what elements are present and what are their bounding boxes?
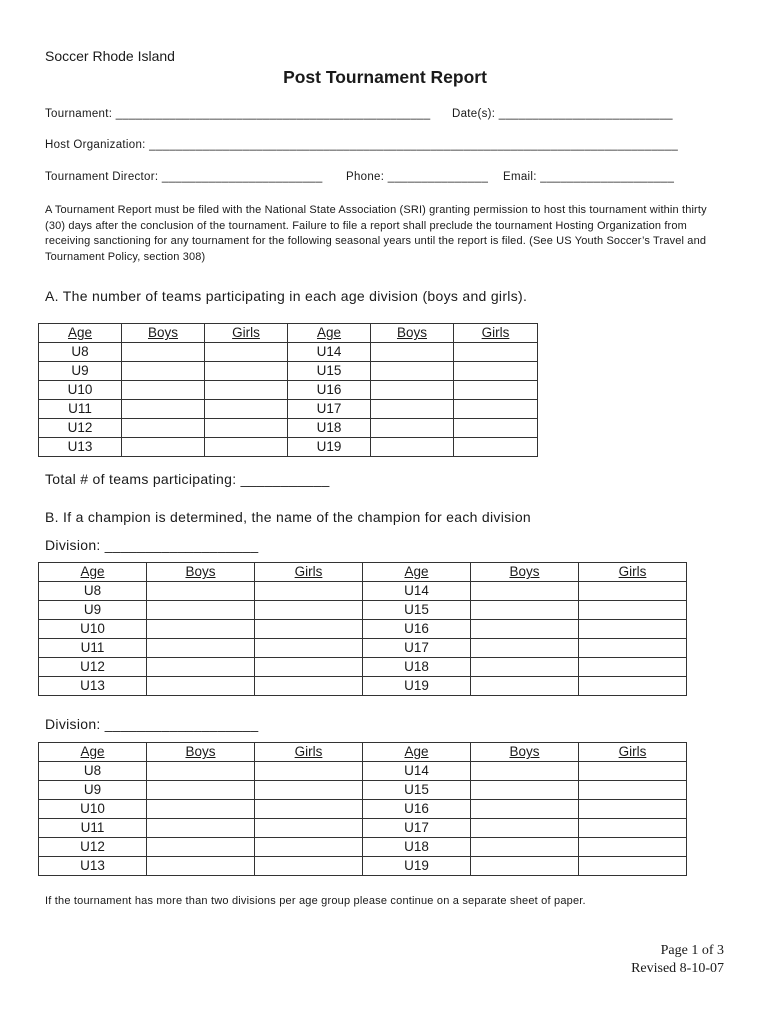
section-b-heading: B. If a champion is determined, the name of the champion for each division — [45, 509, 532, 525]
girls-entry-cell[interactable] — [454, 343, 538, 362]
column-header: Girls — [579, 743, 687, 762]
age-cell: U8 — [39, 582, 147, 601]
boys-entry-cell[interactable] — [147, 838, 255, 857]
girls-entry-cell[interactable] — [454, 381, 538, 400]
girls-entry-cell[interactable] — [255, 857, 363, 876]
boys-entry-cell[interactable] — [371, 343, 454, 362]
organization-name: Soccer Rhode Island — [45, 48, 175, 64]
boys-entry-cell[interactable] — [147, 658, 255, 677]
column-header: Girls — [255, 743, 363, 762]
girls-entry-cell[interactable] — [255, 762, 363, 781]
table-row — [39, 438, 538, 457]
girls-entry-cell[interactable] — [579, 677, 687, 696]
boys-entry-cell[interactable] — [122, 400, 205, 419]
age-cell: U11 — [39, 400, 122, 419]
boys-entry-cell[interactable] — [122, 343, 205, 362]
table-row — [39, 838, 687, 857]
girls-entry-cell[interactable] — [205, 400, 288, 419]
girls-entry-cell[interactable] — [205, 419, 288, 438]
age-cell: U16 — [363, 620, 471, 639]
division-field[interactable]: Division: ___________________ — [45, 716, 259, 732]
table-row — [39, 343, 538, 362]
section-a-heading: A. The number of teams participating in each age division (boys and girls). — [45, 288, 528, 304]
age-cell: U10 — [39, 620, 147, 639]
table-row — [39, 400, 538, 419]
age-cell: U9 — [39, 362, 122, 381]
age-cell: U17 — [288, 400, 371, 419]
girls-entry-cell[interactable] — [454, 438, 538, 457]
girls-entry-cell[interactable] — [579, 582, 687, 601]
girls-entry-cell[interactable] — [255, 639, 363, 658]
age-cell: U15 — [363, 781, 471, 800]
email-field[interactable]: Email: ____________________ — [503, 171, 675, 183]
champion-table-division-2 — [38, 742, 687, 876]
girls-entry-cell[interactable] — [579, 819, 687, 838]
girls-entry-cell[interactable] — [579, 781, 687, 800]
phone-field[interactable]: Phone: _______________ — [346, 171, 489, 183]
dates-field[interactable]: Date(s): __________________________ — [452, 108, 673, 120]
table-row — [39, 857, 687, 876]
boys-entry-cell[interactable] — [471, 601, 579, 620]
girls-entry-cell[interactable] — [255, 819, 363, 838]
tournament-field[interactable]: Tournament: _______________________________________________ — [45, 108, 431, 120]
table-row — [39, 781, 687, 800]
boys-entry-cell[interactable] — [471, 620, 579, 639]
table-row — [39, 381, 538, 400]
boys-entry-cell[interactable] — [471, 819, 579, 838]
age-cell: U14 — [363, 582, 471, 601]
age-cell: U8 — [39, 762, 147, 781]
age-cell: U13 — [39, 857, 147, 876]
girls-entry-cell[interactable] — [255, 677, 363, 696]
column-header: Boys — [471, 743, 579, 762]
girls-entry-cell[interactable] — [454, 419, 538, 438]
column-header: Boys — [147, 563, 255, 582]
column-header: Girls — [454, 324, 538, 343]
boys-entry-cell[interactable] — [471, 857, 579, 876]
girls-entry-cell[interactable] — [579, 838, 687, 857]
host-organization-field[interactable]: Host Organization: _______________________________________________________________________________ — [45, 139, 679, 151]
table-header-row — [39, 563, 687, 582]
girls-entry-cell[interactable] — [255, 800, 363, 819]
girls-entry-cell[interactable] — [255, 601, 363, 620]
age-cell: U8 — [39, 343, 122, 362]
boys-entry-cell[interactable] — [371, 419, 454, 438]
column-header: Girls — [255, 563, 363, 582]
age-cell: U18 — [288, 419, 371, 438]
boys-entry-cell[interactable] — [471, 658, 579, 677]
table-row — [39, 639, 687, 658]
age-cell: U18 — [363, 838, 471, 857]
boys-entry-cell[interactable] — [471, 838, 579, 857]
table-row — [39, 762, 687, 781]
column-header: Girls — [579, 563, 687, 582]
age-cell: U14 — [288, 343, 371, 362]
age-cell: U11 — [39, 819, 147, 838]
age-cell: U10 — [39, 381, 122, 400]
boys-entry-cell[interactable] — [471, 582, 579, 601]
boys-entry-cell[interactable] — [147, 620, 255, 639]
girls-entry-cell[interactable] — [454, 400, 538, 419]
girls-entry-cell[interactable] — [255, 838, 363, 857]
age-cell: U13 — [39, 438, 122, 457]
boys-entry-cell[interactable] — [471, 677, 579, 696]
age-cell: U16 — [288, 381, 371, 400]
column-header: Boys — [371, 324, 454, 343]
age-cell: U9 — [39, 601, 147, 620]
table-row — [39, 800, 687, 819]
girls-entry-cell[interactable] — [255, 620, 363, 639]
age-cell: U11 — [39, 639, 147, 658]
boys-entry-cell[interactable] — [471, 800, 579, 819]
boys-entry-cell[interactable] — [371, 400, 454, 419]
intro-paragraph: A Tournament Report must be filed with the National State Association (SRI) granting permission to host this tournament within thirty (30) days after the conclusion of the tournament. Failure to file a report shall preclude the tournament Hosting Organization from receiving sanctioning for any tournament for the following seasonal years until the report is filed. (See US Youth Soccer’s Travel and Tournament Policy, section 308) — [45, 204, 707, 263]
table-row — [39, 620, 687, 639]
age-cell: U15 — [288, 362, 371, 381]
age-cell: U12 — [39, 658, 147, 677]
age-cell: U15 — [363, 601, 471, 620]
column-header: Age — [39, 324, 122, 343]
girls-entry-cell[interactable] — [205, 343, 288, 362]
table-header-row — [39, 324, 538, 343]
boys-entry-cell[interactable] — [147, 677, 255, 696]
boys-entry-cell[interactable] — [147, 800, 255, 819]
girls-entry-cell[interactable] — [205, 381, 288, 400]
table-row — [39, 677, 687, 696]
girls-entry-cell[interactable] — [579, 639, 687, 658]
table-row — [39, 362, 538, 381]
boys-entry-cell[interactable] — [371, 438, 454, 457]
revision-date: Revised 8-10-07 — [631, 961, 724, 976]
boys-entry-cell[interactable] — [147, 819, 255, 838]
age-cell: U17 — [363, 819, 471, 838]
boys-entry-cell[interactable] — [147, 639, 255, 658]
boys-entry-cell[interactable] — [147, 857, 255, 876]
table-row — [39, 658, 687, 677]
age-cell: U16 — [363, 800, 471, 819]
column-header: Age — [39, 743, 147, 762]
age-cell: U12 — [39, 838, 147, 857]
boys-entry-cell[interactable] — [122, 381, 205, 400]
age-cell: U12 — [39, 419, 122, 438]
boys-entry-cell[interactable] — [471, 762, 579, 781]
boys-entry-cell[interactable] — [122, 362, 205, 381]
girls-entry-cell[interactable] — [579, 762, 687, 781]
teams-table — [38, 323, 538, 457]
boys-entry-cell[interactable] — [147, 781, 255, 800]
column-header: Boys — [147, 743, 255, 762]
girls-entry-cell[interactable] — [454, 362, 538, 381]
continuation-note: If the tournament has more than two divisions per age group please continue on a separate sheet of paper. — [45, 895, 586, 907]
girls-entry-cell[interactable] — [255, 781, 363, 800]
column-header: Girls — [205, 324, 288, 343]
page-number: Page 1 of 3 — [660, 943, 724, 958]
total-teams-field[interactable]: Total # of teams participating: ___________ — [45, 471, 330, 487]
girls-entry-cell[interactable] — [579, 857, 687, 876]
girls-entry-cell[interactable] — [579, 800, 687, 819]
table-row — [39, 582, 687, 601]
girls-entry-cell[interactable] — [205, 362, 288, 381]
boys-entry-cell[interactable] — [147, 762, 255, 781]
boys-entry-cell[interactable] — [471, 639, 579, 658]
column-header: Age — [39, 563, 147, 582]
age-cell: U17 — [363, 639, 471, 658]
table-row — [39, 419, 538, 438]
age-cell: U14 — [363, 762, 471, 781]
girls-entry-cell[interactable] — [579, 601, 687, 620]
column-header: Boys — [122, 324, 205, 343]
age-cell: U9 — [39, 781, 147, 800]
age-cell: U10 — [39, 800, 147, 819]
tournament-director-field[interactable]: Tournament Director: ________________________ — [45, 171, 323, 183]
age-cell: U19 — [363, 677, 471, 696]
age-cell: U18 — [363, 658, 471, 677]
girls-entry-cell[interactable] — [579, 658, 687, 677]
division-field[interactable]: Division: ___________________ — [45, 537, 259, 553]
age-cell: U13 — [39, 677, 147, 696]
column-header: Age — [363, 743, 471, 762]
table-row — [39, 601, 687, 620]
boys-entry-cell[interactable] — [371, 381, 454, 400]
girls-entry-cell[interactable] — [255, 658, 363, 677]
boys-entry-cell[interactable] — [122, 438, 205, 457]
boys-entry-cell[interactable] — [147, 601, 255, 620]
boys-entry-cell[interactable] — [147, 582, 255, 601]
girls-entry-cell[interactable] — [205, 438, 288, 457]
age-cell: U19 — [288, 438, 371, 457]
column-header: Age — [363, 563, 471, 582]
table-header-row — [39, 743, 687, 762]
boys-entry-cell[interactable] — [371, 362, 454, 381]
boys-entry-cell[interactable] — [471, 781, 579, 800]
page-title: Post Tournament Report — [283, 67, 487, 87]
column-header: Age — [288, 324, 371, 343]
column-header: Boys — [471, 563, 579, 582]
girls-entry-cell[interactable] — [255, 582, 363, 601]
girls-entry-cell[interactable] — [579, 620, 687, 639]
table-row — [39, 819, 687, 838]
champion-table-division-1 — [38, 562, 687, 696]
age-cell: U19 — [363, 857, 471, 876]
boys-entry-cell[interactable] — [122, 419, 205, 438]
